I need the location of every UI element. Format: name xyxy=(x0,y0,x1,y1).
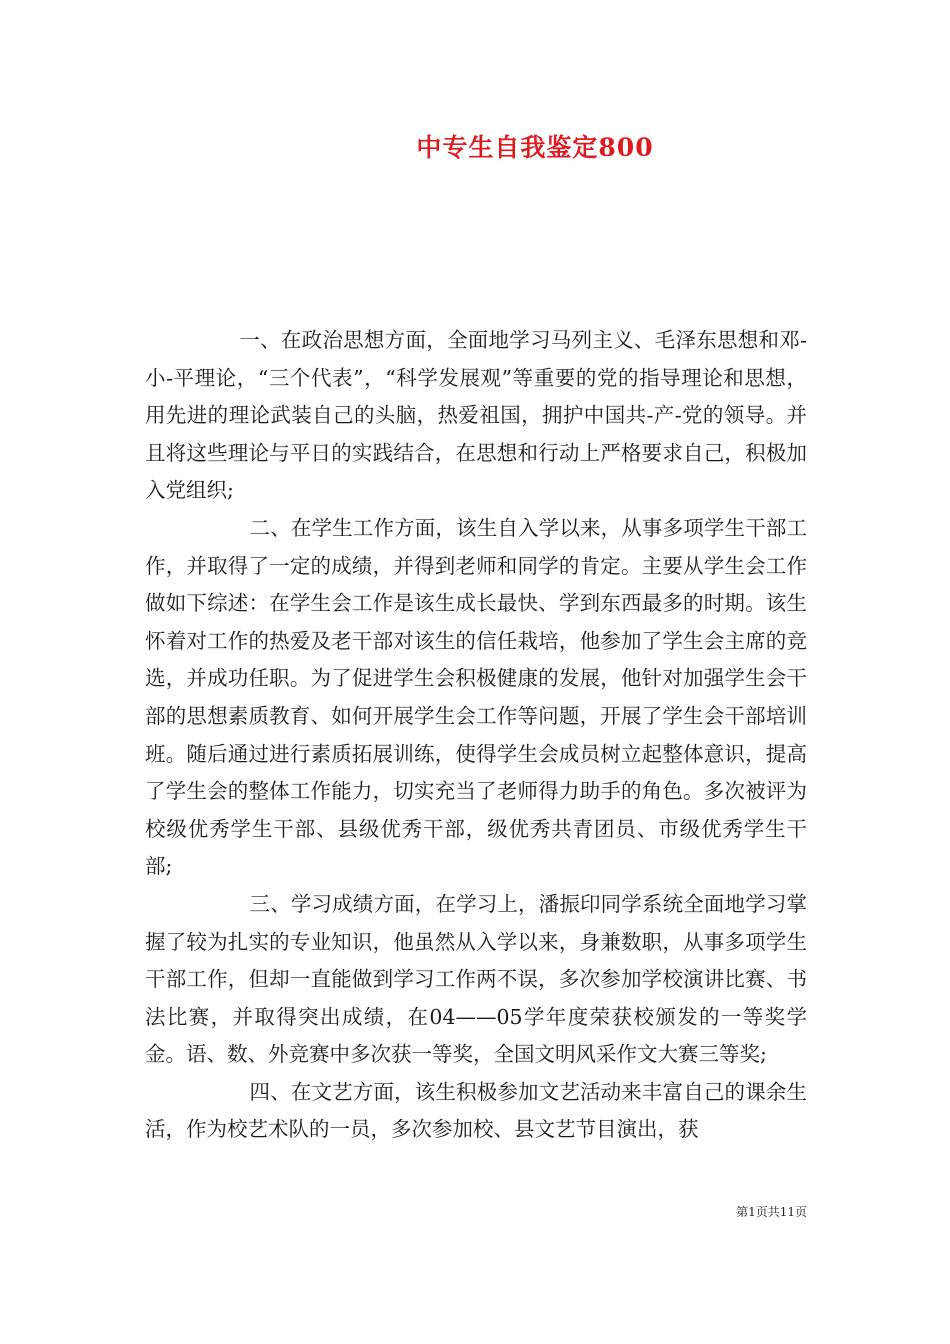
paragraph-arts: 四、在文艺方面，该生积极参加文艺活动来丰富自己的课余生活，作为校艺术队的一员，多次参加校、县文艺节目演出，获 xyxy=(145,1079,807,1142)
paragraph-politics: 一、在政治思想方面，全面地学习马列主义、毛泽东思想和邓-小-平理论，“三个代表”，“科学发展观”等重要的党的指导理论和思想，用先进的理论武装自己的头脑，热爱祖国，拥护中国共-产-党的领导。并且将这些理论与平日的实践结合，在思想和行动上严格要求自己，积极加入党组织; xyxy=(145,328,807,503)
page-number: 第1页共11页 xyxy=(736,1205,807,1219)
paragraph-student-work: 二、在学生工作方面，该生自入学以来，从事多项学生干部工作，并取得了一定的成绩，并得到老师和同学的肯定。主要从学生会工作做如下综述：在学生会工作是该生成长最快、学到东西最多的时期。该生怀着对工作的热爱及老干部对该生的信任栽培，他参加了学生会主席的竞选，并成功任职。为了促进学生会积极健康的发展，他针对加强学生会干部的思想素质教育、如何开展学生会工作等问题，开展了学生会干部培训班。随后通过进行素质拓展训练，使得学生会成员树立起整体意识，提高了学生会的整体工作能力，切实充当了老师得力助手的角色。多次被评为校级优秀学生干部、县级优秀干部，级优秀共青团员、市级优秀学生干部; xyxy=(145,515,807,879)
document-body xyxy=(145,322,807,1149)
document-title: 中专生自我鉴定800 xyxy=(416,133,654,162)
paragraph-academics: 三、学习成绩方面，在学习上，潘振印同学系统全面地学习掌握了较为扎实的专业知识，他虽然从入学以来，身兼数职，从事多项学生干部工作，但却一直能做到学习工作两不误，多次参加学校演讲比赛、书法比赛，并取得突出成绩，在04——05学年度荣获校颁发的一等奖学金。语、数、外竞赛中多次获一等奖，全国文明风采作文大赛三等奖; xyxy=(145,891,807,1067)
